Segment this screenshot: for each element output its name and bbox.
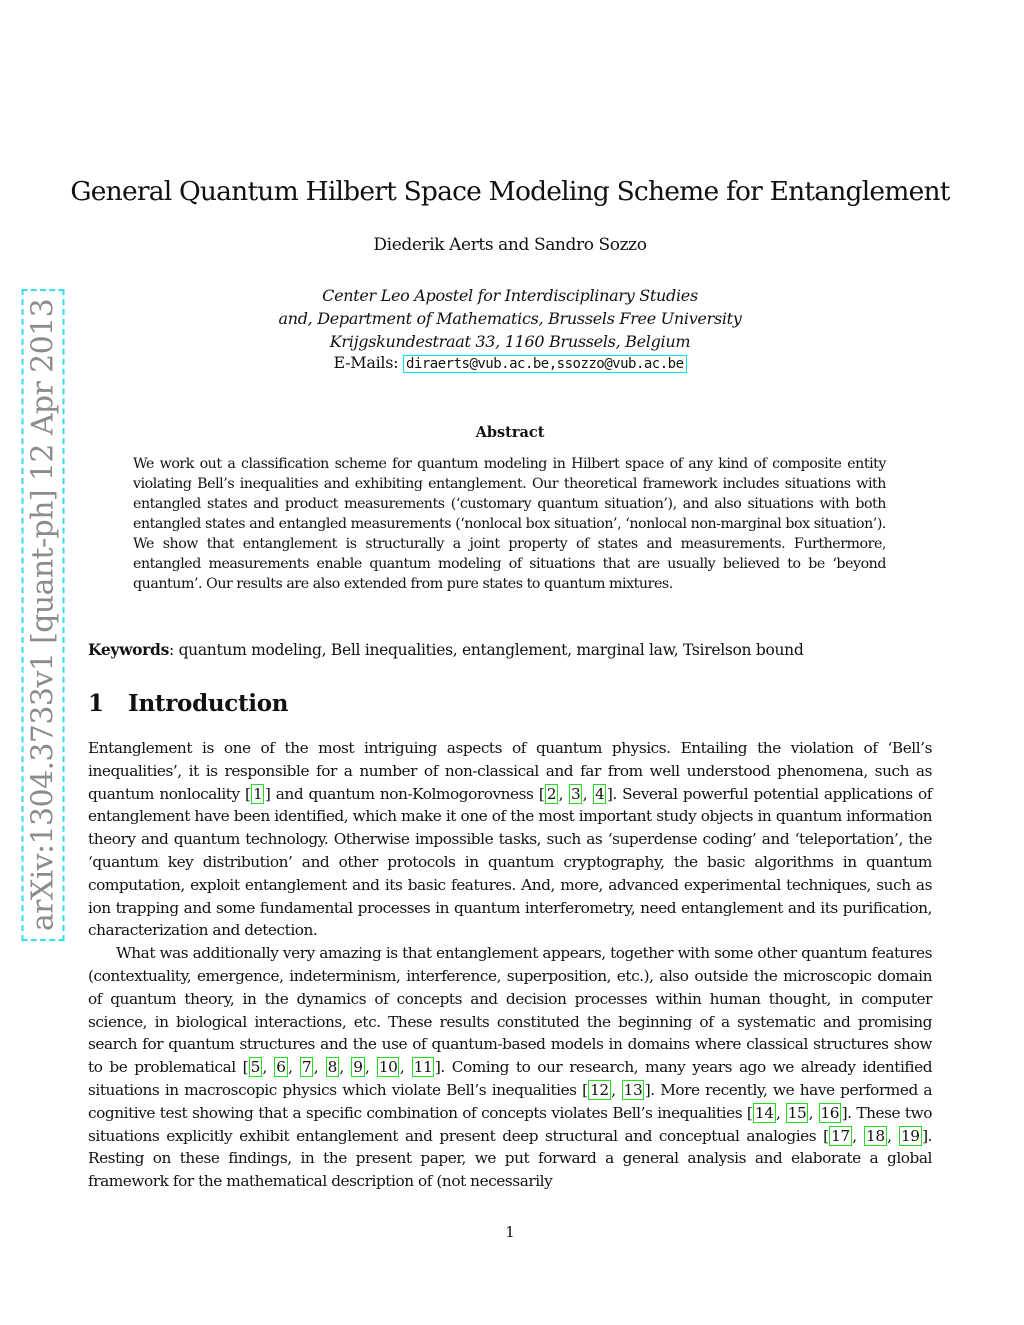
citation-link[interactable]: 14 [754,1103,774,1122]
authors: Diederik Aerts and Sandro Sozzo [373,235,647,255]
abstract-text: We work out a classification scheme for quantum modeling in Hilbert space of any kind of composite entity violating Bell’s inequalities and exhibiting entanglement. Our theoretical framework includes situations with entangled states and product measurements (‘customary quantum situation’), and also situations with both entangled states and entangled measurements (‘nonlocal box situation’, ‘nonlocal non-marginal box situation’). We show that entanglement is structurally a joint property of states and measurements. Furthermore, entangled measurements enable quantum modeling of situations that are usually believed to be ‘beyond quantum’. Our results are also extended from pure states to quantum mixtures. [133,456,886,592]
page-number: 1 [505,1223,515,1241]
email-line [0,353,1020,372]
keywords [88,640,948,659]
paper-title: General Quantum Hilbert Space Modeling Scheme for Entanglement [70,176,950,207]
paragraph-2-text: What was additionally very amazing is that entanglement appears, together with some other quantum features (contextuality, emergence, indeterminism, interference, superposition, etc.), also outside the microscopic domain of quantum theory, in the dynamics of concepts and decision processes within human thought, in computer science, in biological interactions, etc. These results constituted the beginning of a systematic and promising search for quantum structures and the use of quantum-based models in domains where classical structures show to be problematical [ [88,944,932,1077]
affiliation-line-3: Krijgskundestraat 33, 1160 Brussels, Belgium [329,332,691,351]
paragraph-2-text: ]. More recently, we have performed a cognitive test showing that a specific combination of concepts violates Bell’s inequalities [ [88,1080,933,1122]
arxiv-stamp-text[interactable]: arXiv:1304.3733v1 [quant-ph] 12 Apr 2013 [22,289,65,941]
citation-link[interactable]: 5 [250,1058,260,1077]
citation-link[interactable]: 1 [253,784,263,803]
email-link[interactable]: diraerts@vub.ac.be,ssozzo@vub.ac.be [403,355,687,373]
paragraph-1-text: Entanglement is one of the most intriguing aspects of quantum physics. Entailing the violation of ‘Bell’s inequalities’, it is responsible for a number of non-classical and far from well understood phenomena, such as quantum nonlocality [88,739,932,803]
affiliation-line-2: and, Department of Mathematics, Brussels Free University [278,309,742,328]
citation-link[interactable]: 6 [276,1058,286,1077]
abstract-heading: Abstract [475,424,545,441]
paragraph-2: What was additionally very amazing is that entanglement appears, together with some other quantum features (contextuality, emergence, indeterminism, interference, superposition, etc.), also outside the microscopic domain of quantum theory, in the dynamics of concepts and decision processes within human thought, in computer science, in biological interactions, etc. These results constituted the beginning of a systematic and promising search for quantum structures and the use of quantum-based models in domains where classical structures show to be problematical [ 5 , 6 , 7 , 8 , 9 , 10 , 11 ]. Coming to our research, many years ago we already identified situations in macroscopic physics which violate Bell’s inequalities [ 12 , 13 ]. More recently, we have performed a cognitive test showing that a specific combination of concepts violates Bell’s inequalities [ 14 , 15 , 16 ]. These two situations explicitly exhibit entanglement and present deep structural and conceptual analogies [ 17 , 18 , 19 ]. Resting on these findings, in the present paper, we put forward a general analysis and elaborate a global framework for the mathematical description of (not necessarily [88,944,933,1191]
citation-link[interactable]: 12 [590,1080,609,1099]
citation-link[interactable]: 18 [866,1126,885,1145]
citation-link[interactable]: 8 [327,1058,337,1077]
section-heading [88,690,288,717]
citation-link[interactable]: 9 [353,1058,363,1077]
affiliation-line-1: Center Leo Apostel for Interdisciplinary Studies [322,286,698,305]
paragraph-2-text: ]. These two situations explicitly exhibit entanglement and present deep structural and conceptual analogies [ [88,1103,932,1145]
email-label: E-Mails: [333,353,399,372]
citation-link[interactable]: 15 [787,1103,807,1122]
citation-link[interactable]: 19 [900,1126,920,1145]
paragraph-1: Entanglement is one of the most intriguing aspects of quantum physics. Entailing the violation of ‘Bell’s inequalities’, it is responsible for a number of non-classical and far from well understood phenomena, such as quantum nonlocality [ 1 ] and quantum non-Kolmogorovness [ 2 , 3 , 4 ]. Several powerful potential applications of entanglement have been identified, which make it one of the most important study objects in quantum information theory and quantum technology. Otherwise impossible tasks, such as ‘superdense coding’ and ‘teleportation’, the ‘quantum key distribution’ and other protocols in quantum cryptography, the basic algorithms in quantum computation, exploit entanglement and its basic features. And, more, advanced experimental techniques, such as ion trapping and some fundamental processes in quantum interferometry, need entanglement and its purification, characterization and detection. [88,739,932,940]
citation-link[interactable]: 10 [378,1058,398,1077]
paragraph-2-text: ]. Resting on these findings, in the present paper, we put forward a general analysis and elaborate a global framework for the mathematical description of (not necessarily [88,1126,932,1191]
citation-link[interactable]: 2 [546,784,557,803]
citation-link[interactable]: 11 [413,1058,433,1077]
section-number: 1 [88,690,104,717]
keywords-text: : quantum modeling, Bell inequalities, entanglement, marginal law, Tsirelson bound [169,641,804,659]
paragraph-1-text: ]. Several powerful potential applications of entanglement have been identified, which make it one of the most important study objects in quantum information theory and quantum technology. Otherwise impossible tasks, such as ‘superdense coding’ and ‘teleportation’, the ‘quantum key distribution’ and other protocols in quantum cryptography, the basic algorithms in quantum computation, exploit entanglement and its basic features. And, more, advanced experimental techniques, such as ion trapping and some fundamental processes in quantum interferometry, need entanglement and its purification, characterization and detection. [88,784,932,940]
affiliation [0,284,1020,353]
keywords-label: Keywords [88,640,170,659]
citation-link[interactable]: 17 [831,1126,850,1145]
body-text [88,737,932,1193]
citation-link[interactable]: 13 [623,1080,643,1099]
citation-link[interactable]: 7 [301,1058,312,1077]
paragraph-1-text: and quantum non-Kolmogorovness [ [270,784,545,803]
citation-link[interactable]: 16 [820,1103,840,1122]
citation-link[interactable]: 3 [570,784,581,803]
citation-link[interactable]: 4 [595,784,605,803]
paragraph-2-text: ]. Coming to our research, many years ago we already identified situations in macroscopic physics which violate Bell’s inequalities [ [88,1058,933,1099]
section-title: Introduction [128,690,289,717]
